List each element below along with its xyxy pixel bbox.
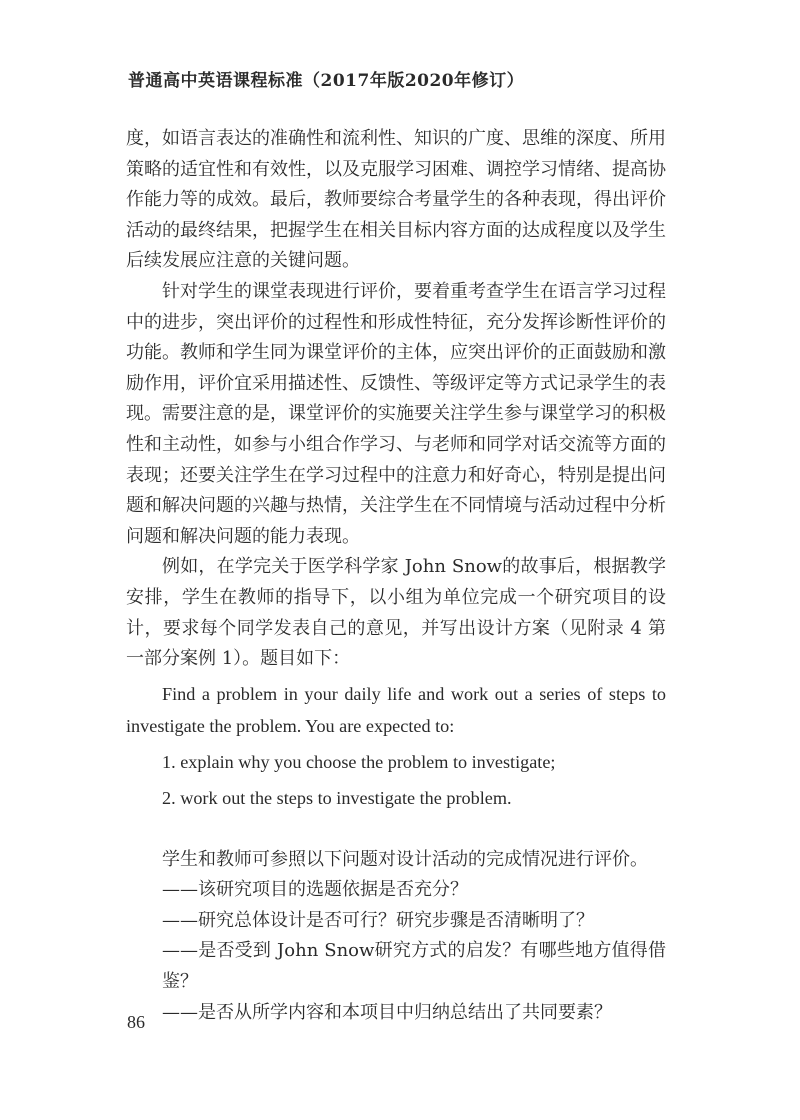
evaluation-question: ——是否受到 John Snow研究方式的启发？有哪些地方值得借鉴？ bbox=[162, 940, 666, 993]
evaluation-question: ——是否从所学内容和本项目中归纳总结出了共同要素？ bbox=[162, 1001, 612, 1023]
page-number: 86 bbox=[127, 1012, 145, 1032]
evaluation-question: ——该研究项目的选题依据是否充分？ bbox=[162, 879, 468, 901]
evaluation-intro: 学生和教师可参照以下问题对设计活动的完成情况进行评价。 bbox=[162, 848, 648, 870]
task-intro: Find a problem in your daily life and work out a series of steps to investigate the problem. You are expected to: bbox=[126, 683, 666, 736]
page-body bbox=[126, 124, 666, 1028]
evaluation-question: ——研究总体设计是否可行？研究步骤是否清晰明了？ bbox=[162, 909, 594, 931]
task-prompt bbox=[126, 678, 666, 814]
task-item: 2. work out the steps to investigate the problem. bbox=[162, 787, 512, 808]
task-item: 1. explain why you choose the problem to investigate; bbox=[162, 751, 556, 772]
paragraph-continued: 度，如语言表达的准确性和流利性、知识的广度、思维的深度、所用策略的适宜性和有效性，以及克服学习困难、调控学习情绪、提高协作能力等的成效。最后，教师要综合考量学生的各种表现，得出评价活动的最终结果，把握学生在相关目标内容方面的达成程度以及学生后续发展应注意的关键问题。 bbox=[126, 128, 666, 272]
running-header: 普通高中英语课程标准（2017年版2020年修订） bbox=[128, 71, 525, 91]
evaluation-questions bbox=[126, 845, 666, 1029]
paragraph-classroom-evaluation: 针对学生的课堂表现进行评价，要着重考查学生在语言学习过程中的进步，突出评价的过程性和形成性特征，充分发挥诊断性评价的功能。教师和学生同为课堂评价的主体，应突出评价的正面鼓励和激励作用，评价宜采用描述性、反馈性、等级评定等方式记录学生的表现。需要注意的是，课堂评价的实施要关注学生参与课堂学习的积极性和主动性，如参与小组合作学习、与老师和同学对话交流等方面的表现；还要关注学生在学习过程中的注意力和好奇心，特别是提出问题和解决问题的兴趣与热情，关注学生在不同情境与活动过程中分析问题和解决问题的能力表现。 bbox=[126, 280, 666, 547]
paragraph-example: 例如，在学完关于医学科学家 John Snow的故事后，根据教学安排，学生在教师的指导下，以小组为单位完成一个研究项目的设计，要求每个同学发表自己的意见，并写出设计方案（见附录 4 第一部分案例 1）。题目如下： bbox=[126, 556, 666, 670]
spacer bbox=[126, 814, 666, 845]
